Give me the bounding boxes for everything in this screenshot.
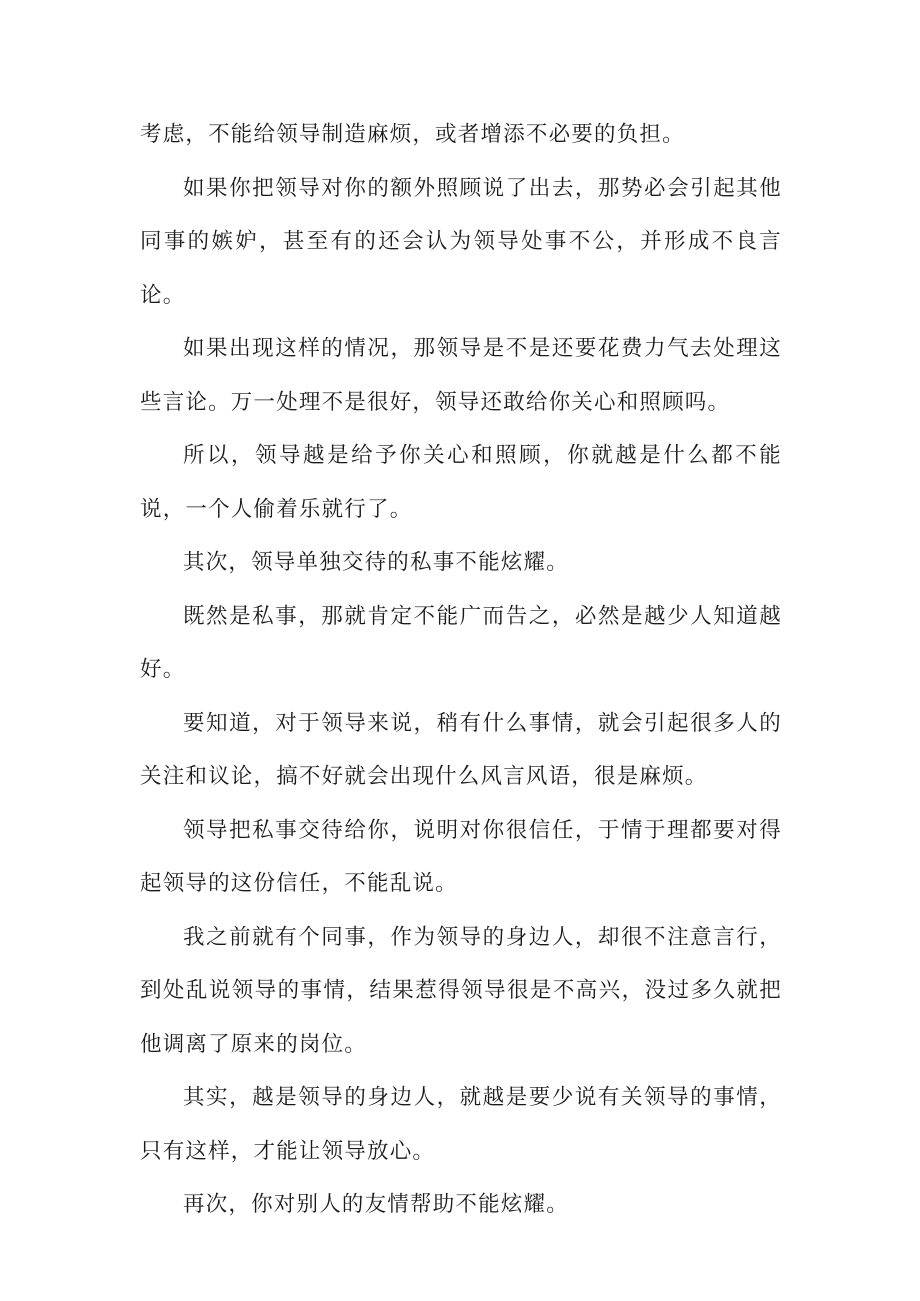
paragraph-2: 如果你把领导对你的额外照顾说了出去，那势必会引起其他同事的嫉妒，甚至有的还会认为领导处事不公，并形成不良言论。 (140, 175, 782, 308)
paragraph-4: 所以，领导越是给予你关心和照顾，你就越是什么都不能说，一个人偷着乐就行了。 (140, 443, 782, 522)
paragraph-10: 其实，越是领导的身边人，就越是要少说有关领导的事情，只有这样，才能让领导放心。 (140, 1085, 782, 1164)
paragraph-6: 既然是私事，那就肯定不能广而告之，必然是越少人知道越好。 (140, 603, 782, 682)
paragraph-7: 要知道，对于领导来说，稍有什么事情，就会引起很多人的关注和议论，搞不好就会出现什么风言风语，很是麻烦。 (140, 710, 782, 789)
paragraph-9: 我之前就有个同事，作为领导的身边人，却很不注意言行，到处乱说领导的事情，结果惹得领导很是不高兴，没过多久就把他调离了原来的岗位。 (140, 924, 782, 1057)
paragraph-11: 再次，你对别人的友情帮助不能炫耀。 (183, 1192, 569, 1217)
paragraph-1: 考虑，不能给领导制造麻烦，或者增添不必要的负担。 (140, 122, 685, 147)
paragraph-5: 其次，领导单独交待的私事不能炫耀。 (183, 550, 569, 575)
document-body (140, 108, 782, 1232)
paragraph-3: 如果出现这样的情况，那领导是不是还要花费力气去处理这些言论。万一处理不是很好，领导还敢给你关心和照顾吗。 (140, 336, 782, 415)
paragraph-8: 领导把私事交待给你，说明对你很信任，于情于理都要对得起领导的这份信任，不能乱说。 (140, 817, 782, 896)
